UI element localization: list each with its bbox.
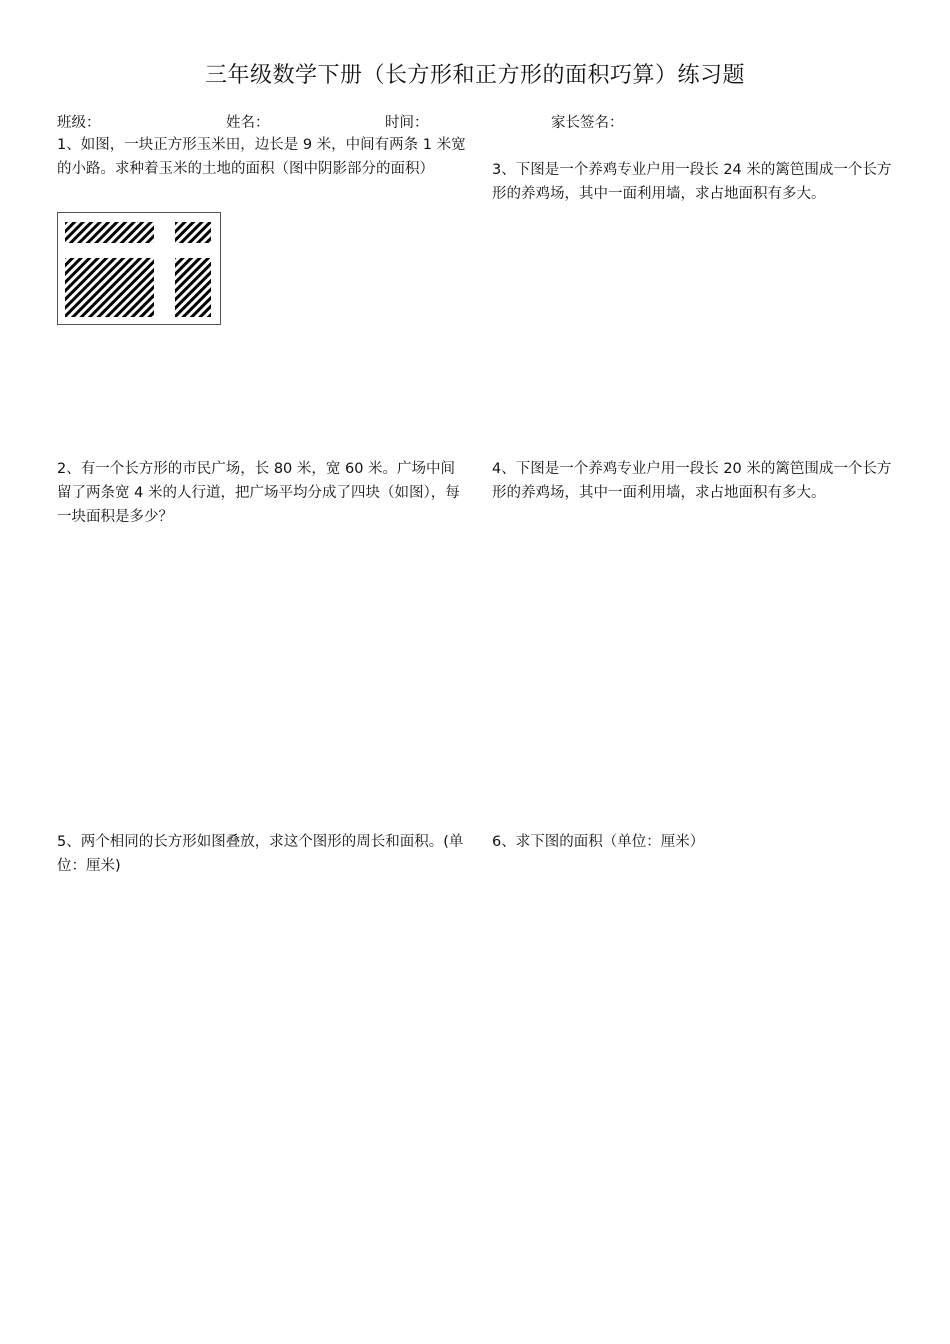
hatched-region-bottom-left xyxy=(65,258,154,317)
hatched-region-top-left xyxy=(65,222,154,243)
page-title: 三年级数学下册（长方形和正方形的面积巧算）练习题 xyxy=(204,63,745,88)
problem-1-text: 1、如图，一块正方形玉米田，边长是 9 米，中间有两条 1 米宽的小路。求种着玉米的土地的面积（图中阴影部分的面积） xyxy=(57,137,466,177)
name-label: 姓名： xyxy=(226,115,270,131)
problem-3-text: 3、下图是一个养鸡专业户用一段长 24 米的篱笆围成一个长方形的养鸡场，其中一面利用墙，求占地面积有多大。 xyxy=(492,162,892,202)
problem-6-text: 6、求下图的面积（单位：厘米） xyxy=(492,834,705,850)
class-label: 班级： xyxy=(57,115,101,131)
hatched-region-top-right xyxy=(175,222,211,243)
parent-sign-label: 家长签名： xyxy=(551,115,624,131)
time-label: 时间： xyxy=(385,115,429,131)
problem-4-text: 4、下图是一个养鸡专业户用一段长 20 米的篱笆围成一个长方形的养鸡场，其中一面利用墙，求占地面积有多大。 xyxy=(492,461,892,501)
problem-2-text: 2、有一个长方形的市民广场，长 80 米，宽 60 米。广场中间留了两条宽 4 米的人行道，把广场平均分成了四块（如图），每一块面积是多少？ xyxy=(57,461,460,525)
cornfield-figure xyxy=(57,212,221,325)
problem-5-text: 5、两个相同的长方形如图叠放，求这个图形的周长和面积。(单位：厘米) xyxy=(57,834,464,874)
hatched-region-bottom-right xyxy=(175,258,211,317)
